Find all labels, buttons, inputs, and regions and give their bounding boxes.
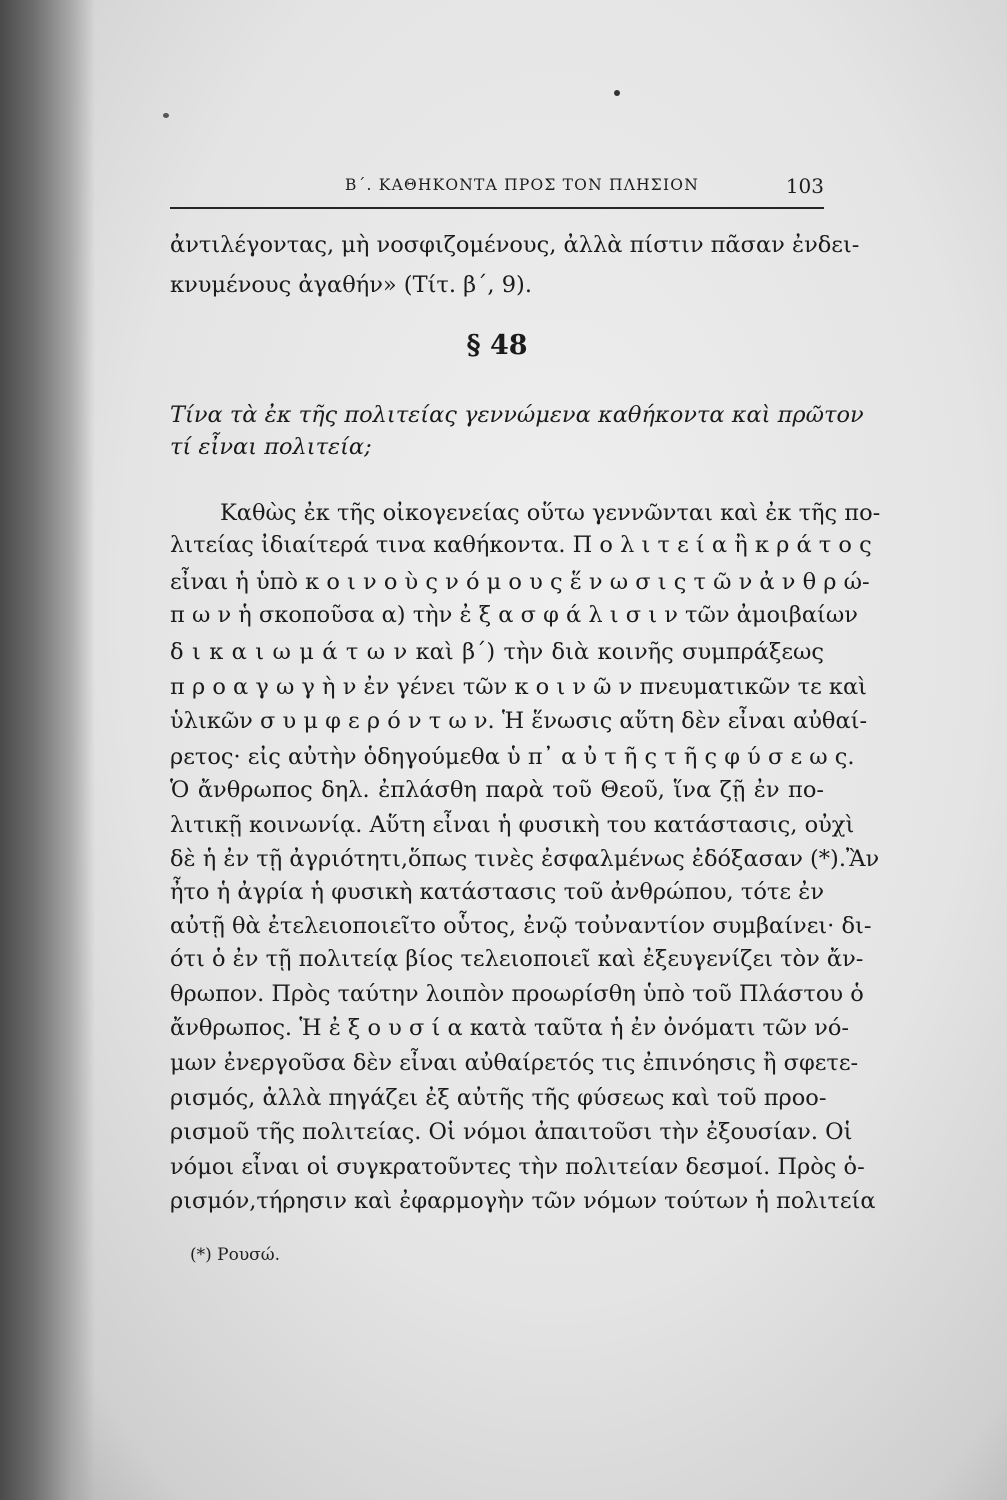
text-line: ότι ὁ ἐν τῇ πολιτείᾳ βίος τελειοποιεῖ καὶ ἐξευγενίζει τὸν ἄν- bbox=[170, 946, 864, 972]
question-line: τί εἶναι πολιτεία; bbox=[170, 434, 372, 460]
ink-speck bbox=[163, 113, 169, 118]
book-gutter-shadow bbox=[0, 0, 95, 1500]
text-line: ἄνθρωπος. Ἡ ἐ ξ ο υ σ ί α κατὰ ταῦτα ἡ ἐν ὀνόματι τῶν νό- bbox=[170, 1015, 849, 1041]
text-line: Ὁ ἄνθρωπος δηλ. ἐπλάσθη παρὰ τοῦ Θεοῦ, ἵνα ζῇ ἐν πο- bbox=[170, 777, 824, 803]
text-line: ἦτο ἡ ἀγρία ἡ φυσικὴ κατάστασις τοῦ ἀνθρώπου, τότε ἐν bbox=[170, 879, 824, 905]
text-line: θρωπον. Πρὸς ταύτην λοιπὸν προωρίσθη ὑπὸ τοῦ Πλάστου ὁ bbox=[170, 981, 864, 1007]
running-head bbox=[170, 172, 824, 202]
ink-speck bbox=[614, 90, 620, 96]
text-line: ρισμόν,τήρησιν καὶ ἐφαρμογὴν τῶν νόμων τούτων ἡ πολιτεία bbox=[170, 1188, 876, 1214]
text-line: ρετος· εἰς αὐτὴν ὁδηγούμεθα ὑ π᾽ α ὐ τ ῆ ς τ ῆ ς φ ύ σ ε ω ς. bbox=[170, 744, 855, 770]
header-rule bbox=[170, 207, 824, 209]
question-line: Τίνα τὰ ἐκ τῆς πολιτείας γεννώμενα καθήκοντα καὶ πρῶτον bbox=[170, 402, 864, 428]
text-line: μων ἐνεργοῦσα δὲν εἶναι αὐθαίρετός τις ἐπινόησις ἢ σφετε- bbox=[170, 1050, 859, 1076]
page-number: 103 bbox=[785, 174, 824, 198]
paragraph-first-line: Καθὼς ἐκ τῆς οἰκογενείας οὕτω γεννῶνται καὶ ἐκ τῆς πο- bbox=[220, 500, 881, 526]
text-line: π ρ ο α γ ω γ ὴ ν ἐν γένει τῶν κ ο ι ν ῶ ν πνευματικῶν τε καὶ bbox=[170, 674, 867, 700]
text-line: ρισμός, ἀλλὰ πηγάζει ἐξ αὐτῆς τῆς φύσεως καὶ τοῦ προο- bbox=[170, 1085, 827, 1111]
text-line: ἀντιλέγοντας, μὴ νοσφιζομένους, ἀλλὰ πίστιν πᾶσαν ἐνδει- bbox=[170, 232, 860, 258]
footnote: (*) Ρουσώ. bbox=[190, 1245, 281, 1265]
text-line: κνυμένους ἀγαθήν» (Τίτ. β΄, 9). bbox=[170, 272, 532, 298]
text-line: αὐτῇ θὰ ἐτελειοποιεῖτο οὗτος, ἐνῷ τοὐναντίον συμβαίνει· δι- bbox=[170, 913, 872, 939]
text-line: λιτείας ἰδιαίτερά τινα καθήκοντα. Π ο λ ι τ ε ί α ἢ κ ρ ά τ ο ς bbox=[170, 532, 872, 558]
text-line: ὑλικῶν σ υ μ φ ε ρ ό ν τ ω ν. Ἡ ἕνωσις αὕτη δὲν εἶναι αὐθαί- bbox=[170, 708, 868, 734]
text-line: νόμοι εἶναι οἱ συγκρατοῦντες τὴν πολιτείαν δεσμοί. Πρὸς ὁ- bbox=[170, 1154, 865, 1180]
running-title: Β΄. ΚΑΘΗΚΟΝΤΑ ΠΡΟΣ ΤΟΝ ΠΛΗΣΙΟΝ bbox=[345, 176, 699, 194]
text-line: ρισμοῦ τῆς πολιτείας. Οἱ νόμοι ἀπαιτοῦσι τὴν ἐξουσίαν. Οἱ bbox=[170, 1119, 853, 1145]
text-line: π ω ν ἡ σκοποῦσα α) τὴν ἐ ξ α σ φ ά λ ι σ ι ν τῶν ἀμοιβαίων bbox=[170, 602, 858, 628]
section-heading: § 48 bbox=[466, 330, 528, 361]
text-line: λιτικῇ κοινωνίᾳ. Αὕτη εἶναι ἡ φυσικὴ του κατάστασις, οὐχὶ bbox=[170, 812, 855, 838]
text-line: δ ι κ α ι ω μ ά τ ω ν καὶ β΄) τὴν διὰ κοινῆς συμπράξεως bbox=[170, 639, 824, 665]
text-line: εἶναι ἡ ὑπὸ κ ο ι ν ο ὺ ς ν ό μ ο υ ς ἕ ν ω σ ι ς τ ῶ ν ἀ ν θ ρ ώ- bbox=[170, 569, 870, 595]
text-line: δὲ ἡ ἐν τῇ ἀγριότητι,ὅπως τινὲς ἐσφαλμένως ἐδόξασαν (*).Ἂν bbox=[170, 846, 880, 872]
